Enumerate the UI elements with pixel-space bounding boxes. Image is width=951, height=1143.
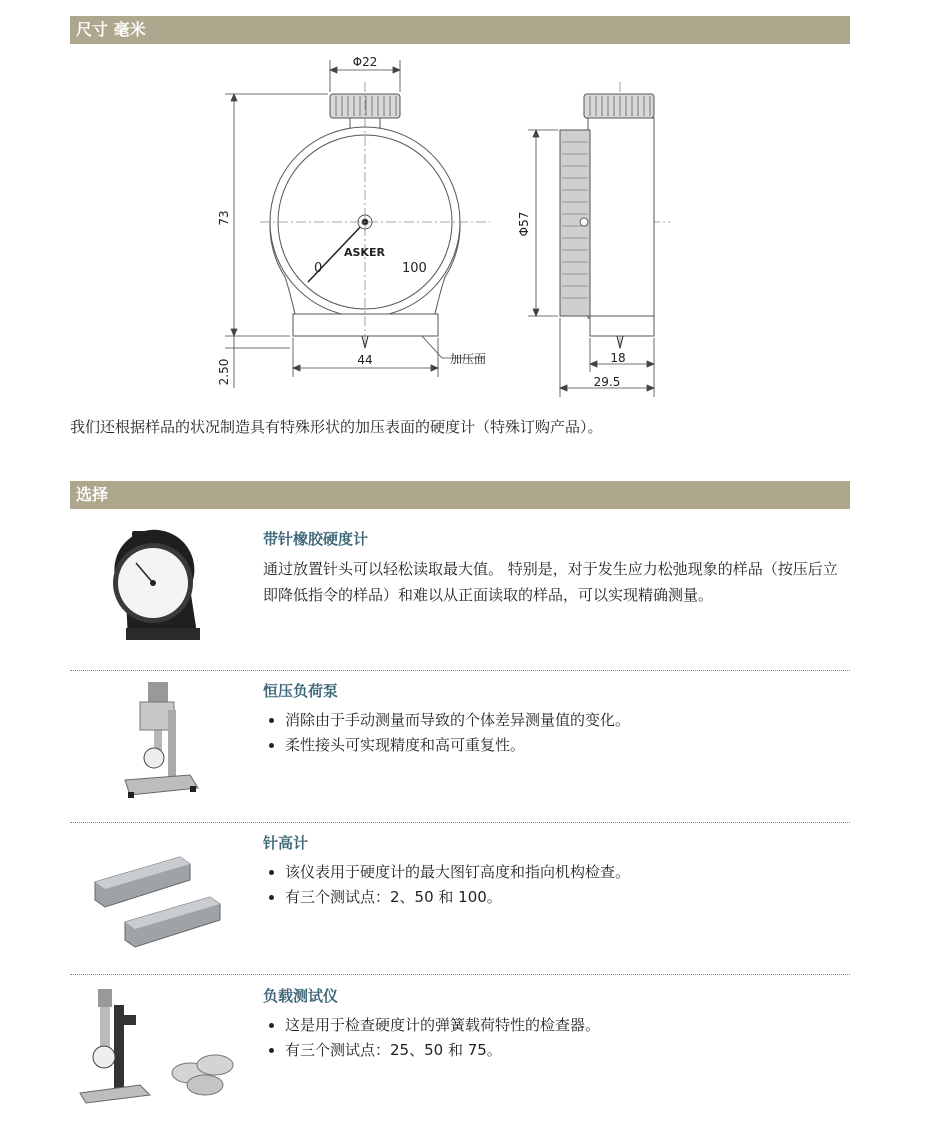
option-load-tester [70, 985, 850, 1120]
option-bullet: • 该仪表用于硬度计的最大图钉高度和指向机构检查。 [285, 860, 630, 885]
gauge-base [293, 314, 438, 336]
load-tester-image [70, 985, 250, 1115]
dim-pressure-surface: 加压面 [450, 352, 487, 366]
dimension-drawing [210, 52, 690, 402]
option-title: 针高计 [263, 834, 309, 852]
dim-height: 73 [217, 210, 231, 226]
brand-logo: ASKER [344, 246, 385, 259]
option-bullet: • 有三个测试点：2、50 和 100。 [285, 885, 630, 910]
option-bullet: • 有三个测试点：25、50 和 75。 [285, 1038, 600, 1063]
option-bullet-list [263, 1013, 600, 1063]
side-body [588, 118, 654, 318]
dim-side-diameter: Φ57 [517, 211, 531, 237]
divider [70, 670, 850, 671]
option-bullet-list [263, 708, 630, 758]
scale-min-label: 0 [314, 261, 323, 276]
dim-depth: 29.5 [593, 375, 621, 389]
dim-top-width: Φ22 [352, 55, 378, 69]
option-bullet-list [263, 860, 630, 910]
side-foot [590, 316, 654, 336]
option-pin-height-gauge [70, 832, 850, 967]
divider [70, 974, 850, 975]
option-constant-load-stand [70, 680, 850, 815]
option-bullet: • 消除由于手动测量而导致的个体差异测量值的变化。 [285, 708, 630, 733]
option-title: 带针橡胶硬度计 [263, 530, 369, 548]
needle-gauge-image [70, 528, 250, 658]
option-title: 负载测试仪 [263, 987, 339, 1005]
option-needle-gauge [70, 528, 850, 663]
special-order-note: 我们还根据样品的状况制造具有特殊形状的加压表面的硬度计（特殊订购产品）。 [70, 418, 603, 436]
option-bullet: • 柔性接头可实现精度和高可重复性。 [285, 733, 630, 758]
option-description: 通过放置针头可以轻松读取最大值。 特别是，对于发生应力松弛现象的样品（按压后立即降低指令的样品）和难以从正面读取的样品，可以实现精确测量。 [263, 560, 838, 604]
pin-height-gauge-image [70, 832, 250, 962]
scale-max-label: 100 [402, 261, 427, 276]
option-title: 恒压负荷泵 [263, 682, 339, 700]
dimensions-header: 尺寸 毫米 [70, 16, 850, 44]
divider [70, 822, 850, 823]
dim-base-height: 2.50 [217, 358, 231, 386]
dim-foot-width: 18 [610, 351, 626, 365]
dim-base-width: 44 [357, 353, 373, 367]
constant-load-stand-image [70, 680, 250, 810]
options-header: 选择 [70, 481, 850, 509]
option-bullet: • 这是用于检查硬度计的弹簧载荷特性的检查器。 [285, 1013, 600, 1038]
